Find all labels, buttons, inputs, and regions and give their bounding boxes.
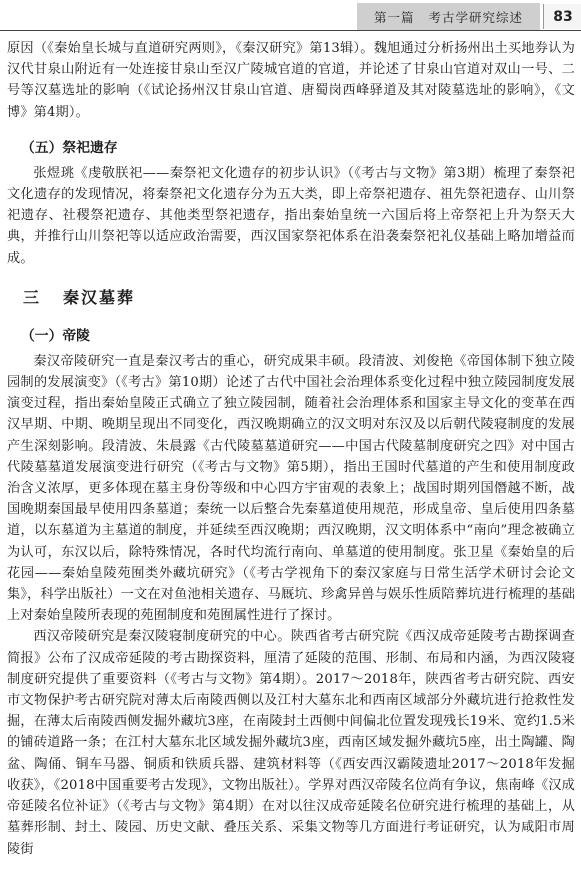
paragraph-intro: 原因（《秦始皇长城与直道研究两则》，《秦汉研究》第13辑）。魏旭通过分析扬州出土买地券认为汉代甘泉山附近有一处连接甘泉山至汉广陵城官道的官道，并论述了甘泉山官道对双山一号、二号等汉墓选址的影响（《试论扬州汉甘泉山官道、唐蜀岗西峰驿道及其对陵墓选址的影响》，《文博》第4期）。 [7,41,575,120]
subheading-sacrificial-remains: （五）祭祀遗存 [21,139,118,156]
paragraph-mausoleum-2: 西汉帝陵研究是秦汉陵寝制度研究的中心。陕西省考古研究院《西汉成帝延陵考古勘探调查简报》公布了汉成帝延陵的考古勘探资料，厘清了延陵的范围、形制、布局和内涵，为西汉陵寝制度研究提供了重要资料（《考古与文物》第4期）。2017～2018年，陕西省考古研究院、西安市文物保护考古研究院对薄太后南陵西侧以及江村大墓东北和西南区域部分外藏坑进行抢救性发掘，在薄太后南陵西侧发掘外藏坑3座，在南陵封土西侧中间偏北位置发现残长19米、宽约1.5米的铺砖道路一条；在江村大墓东北区域发掘外藏坑3座，西南区域发掘外藏坑5座，出土陶罐、陶盆、陶俑、铜车马器、铜质和铁质兵器、建筑材料等（《西安西汉霸陵遗址2017～2018年发掘收获》，《2018中国重要考古发现》，文物出版社）。学界对西汉帝陵名位尚有争议，焦南峰《汉成帝延陵名位补证》（《考古与文物》第4期）在对以往汉成帝延陵名位研究进行梳理的基础上，从墓葬形制、封土、陵园、历史文献、叠压关系、采集文物等几方面进行考证研究，认为咸阳市周陵街 [7,629,575,857]
running-header [357,3,540,30]
header-rule [0,30,581,31]
paragraph-mausoleum-1: 秦汉帝陵研究一直是秦汉考古的重心，研究成果丰硕。段清波、刘俊艳《帝国体制下独立陵园制的发展演变》（《考古》第10期）论述了古代中国社会治理体系变化过程中独立陵园制度发展演变过程，指出秦始皇陵正式确立了独立陵园制，随着社会治理体系和国家主导文化的变革在西汉早期、中期、晚期呈现出不同变化，西汉晚期确立的汉文明对东汉及以后朝代陵寝制度的发展产生深刻影响。段清波、朱晨露《古代陵墓墓道研究——中国古代陵墓制度研究之四》对中国古代陵墓墓道发展演变进行研究（《考古与文物》第5期），指出王国时代墓道的产生和使用制度政治含义浓厚，更多体现在墓主身份等级和中心四方宇宙观的表象上；战国时期列国僭越不断，战国晚期秦国最早使用四条墓道；秦统一以后整合先秦墓道使用规范，形成皇帝、皇后使用四条墓道，以东墓道为主墓道的制度，并延续至西汉晚期；西汉晚期，汉文明体系中“南向”理念被确立为认可，东汉以后，除特殊情况，各时代均流行南向、单墓道的使用制度。张卫星《秦始皇的后花园——秦始皇陵苑囿类外藏坑研究》（《考古学视角下的秦汉家庭与日常生活学术研讨会论文集》，科学出版社）一文在对鱼池相关遗存、马厩坑、珍禽异兽与娱乐性质陪葬坑进行梳理的基础上对秦始皇陵所表现的苑囿制度和苑囿属性进行了探讨。 [7,353,575,624]
subheading-imperial-mausoleums: （一）帝陵 [21,327,90,344]
section-heading [23,285,575,311]
paragraph-sacrifice: 张煜珧《虔敬朕祀——秦祭祀文化遗存的初步认识》（《考古与文物》第3期）梳理了秦祭祀文化遗存的发现情况，将秦祭祀文化遗存分为五大类，即上帝祭祀遗存、祖先祭祀遗存、山川祭祀遗存、社稷祭祀遗存、其他类型祭祀遗存，指出秦始皇统一六国后将上帝祭祀上升为祭天大典，并推行山川祭祀等以适应政治需要，西汉国家祭祀体系在沿袭秦祭祀礼仪基础上略加增益而成。 [7,165,575,266]
header-part: 第一篇 [373,9,415,25]
page-body [7,38,575,860]
header-title: 考古学研究综述 [428,9,524,25]
section-number: 三 [23,287,42,307]
section-title: 秦汉墓葬 [63,287,136,307]
page-number: 83 [543,4,581,29]
page-header [0,0,581,32]
